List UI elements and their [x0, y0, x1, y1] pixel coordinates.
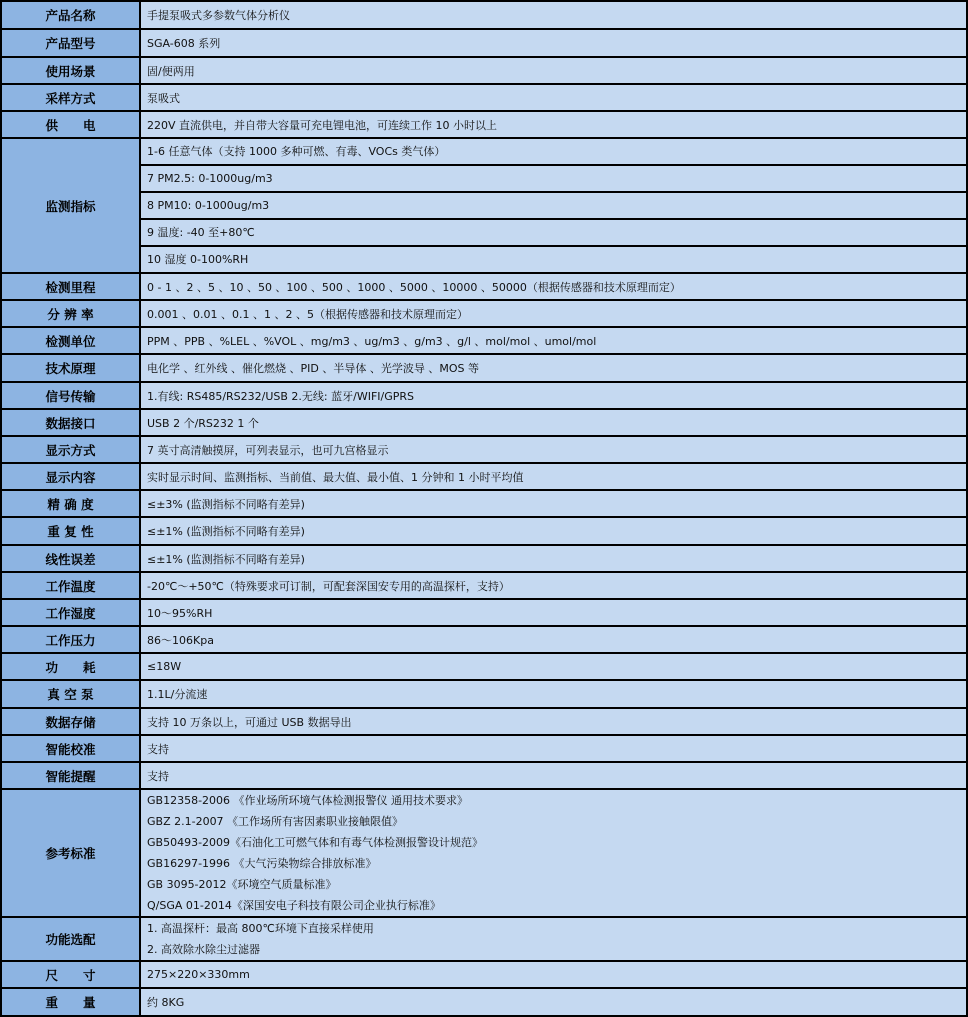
spec-value-line: ≤18W [147, 660, 182, 673]
spec-value [140, 138, 967, 273]
spec-label: 数据接口 [1, 409, 140, 436]
spec-value [140, 327, 967, 354]
spec-value [140, 57, 967, 84]
spec-label: 数据存储 [1, 708, 140, 735]
spec-label: 产品型号 [1, 29, 140, 57]
spec-row [1, 708, 967, 735]
spec-row [1, 273, 967, 300]
spec-value-line: 2. 高效除水除尘过滤器 [147, 943, 260, 956]
spec-label: 智能提醒 [1, 762, 140, 789]
spec-label: 重 复 性 [1, 517, 140, 545]
spec-label: 重 量 [1, 988, 140, 1016]
spec-row [1, 490, 967, 517]
spec-label: 显示内容 [1, 463, 140, 490]
spec-value [140, 29, 967, 57]
spec-value [140, 917, 967, 961]
spec-value [140, 84, 967, 111]
spec-value-line: 支持 [147, 742, 169, 756]
spec-value [140, 111, 967, 138]
spec-subvalue: 10 湿度 0-100%RH [141, 245, 966, 272]
spec-value [140, 436, 967, 463]
spec-value-line: 1.1L/分流速 [147, 688, 208, 701]
spec-value [140, 354, 967, 382]
spec-value [140, 382, 967, 409]
spec-value [140, 988, 967, 1016]
spec-label: 供 电 [1, 111, 140, 138]
spec-label: 智能校准 [1, 735, 140, 762]
spec-value-line: 86～106Kpa [147, 633, 214, 647]
spec-value [140, 599, 967, 626]
spec-row [1, 961, 967, 988]
spec-value-line: GB50493-2009《石油化工可燃气体和有毒气体检测报警设计规范》 [147, 836, 484, 849]
spec-value-line: 约 8KG [147, 996, 185, 1009]
spec-value [140, 572, 967, 599]
spec-subvalue: 1-6 任意气体（支持 1000 多种可燃、有毒、VOCs 类气体） [147, 145, 446, 158]
spec-label: 真 空 泵 [1, 680, 140, 708]
spec-value-line: 电化学 、红外线 、催化燃烧 、PID 、半导体 、光学波导 、MOS 等 [147, 362, 479, 375]
spec-row [1, 111, 967, 138]
spec-value-line: 0.001 、0.01 、0.1 、1 、2 、5（根据传感器和技术原理而定） [147, 307, 468, 321]
spec-row [1, 789, 967, 917]
spec-label: 分 辨 率 [1, 300, 140, 327]
spec-value-line: GBZ 2.1-2007 《工作场所有害因素职业接触限值》 [147, 815, 404, 828]
spec-value [140, 653, 967, 680]
spec-label: 产品名称 [1, 1, 140, 29]
spec-value-line: 泵吸式 [147, 91, 180, 105]
spec-value [140, 517, 967, 545]
spec-value [140, 626, 967, 653]
spec-row [1, 988, 967, 1016]
spec-value [140, 708, 967, 735]
spec-label: 采样方式 [1, 84, 140, 111]
spec-subvalue: 9 温度: -40 至+80℃ [141, 218, 966, 245]
spec-value-line: Q/SGA 01-2014《深国安电子科技有限公司企业执行标准》 [147, 899, 441, 912]
spec-row [1, 138, 967, 273]
spec-value [140, 300, 967, 327]
spec-row [1, 57, 967, 84]
spec-label: 尺 寸 [1, 961, 140, 988]
spec-row [1, 300, 967, 327]
spec-row [1, 382, 967, 409]
spec-value-line: GB16297-1996 《大气污染物综合排放标准》 [147, 857, 377, 870]
spec-value-line: SGA-608 系列 [147, 37, 221, 50]
spec-value-line: ≤±1% (监测指标不同略有差异) [147, 552, 305, 566]
spec-row [1, 680, 967, 708]
spec-row [1, 762, 967, 789]
spec-row [1, 545, 967, 572]
spec-value-line: 0 - 1 、2 、5 、10 、50 、100 、500 、1000 、5000 、10000 、50000（根据传感器和技术原理而定） [147, 280, 681, 294]
spec-row [1, 735, 967, 762]
spec-label: 监测指标 [1, 138, 140, 273]
spec-value-line: 固/便两用 [147, 64, 195, 78]
spec-subvalue: 8 PM10: 0-1000ug/m3 [141, 191, 966, 218]
spec-label: 工作温度 [1, 572, 140, 599]
spec-row [1, 436, 967, 463]
spec-label: 技术原理 [1, 354, 140, 382]
spec-row [1, 626, 967, 653]
spec-value [140, 1, 967, 29]
spec-value-line: 1.有线: RS485/RS232/USB 2.无线: 蓝牙/WIFI/GPRS [147, 389, 415, 403]
spec-label: 线性误差 [1, 545, 140, 572]
spec-row [1, 653, 967, 680]
spec-label: 使用场景 [1, 57, 140, 84]
spec-value [140, 680, 967, 708]
spec-value [140, 490, 967, 517]
spec-value-line: ≤±1% (监测指标不同略有差异) [147, 525, 305, 538]
spec-row [1, 409, 967, 436]
spec-value [140, 762, 967, 789]
spec-value-line: 7 英寸高清触摸屏，可列表显示，也可九宫格显示 [147, 443, 389, 457]
spec-row [1, 572, 967, 599]
spec-value [140, 545, 967, 572]
spec-row [1, 917, 967, 961]
spec-value-line: ≤±3% (监测指标不同略有差异) [147, 497, 305, 511]
spec-value-line: 手提泵吸式多参数气体分析仪 [147, 9, 290, 22]
spec-value-line: 275×220×330mm [147, 968, 250, 981]
spec-row [1, 354, 967, 382]
spec-label: 工作湿度 [1, 599, 140, 626]
spec-value-line: 实时显示时间、监测指标、当前值、最大值、最小值、1 分钟和 1 小时平均值 [147, 470, 524, 484]
spec-label: 检测单位 [1, 327, 140, 354]
spec-value-line: -20℃～+50℃（特殊要求可订制，可配套深国安专用的高温探杆，支持） [147, 579, 510, 593]
spec-row [1, 84, 967, 111]
spec-value-line: USB 2 个/RS232 1 个 [147, 416, 259, 430]
spec-value [140, 273, 967, 300]
spec-value [140, 789, 967, 917]
spec-label: 信号传输 [1, 382, 140, 409]
spec-label: 显示方式 [1, 436, 140, 463]
spec-label: 功能选配 [1, 917, 140, 961]
spec-value-line: 10～95%RH [147, 606, 213, 620]
spec-value [140, 961, 967, 988]
spec-row [1, 517, 967, 545]
spec-value [140, 463, 967, 490]
spec-label: 工作压力 [1, 626, 140, 653]
spec-value-line: GB 3095-2012《环境空气质量标准》 [147, 878, 337, 891]
spec-row [1, 1, 967, 29]
spec-subvalue: 7 PM2.5: 0-1000ug/m3 [141, 164, 966, 191]
spec-row [1, 327, 967, 354]
spec-label: 精 确 度 [1, 490, 140, 517]
spec-row [1, 463, 967, 490]
spec-value-line: 220V 直流供电，并自带大容量可充电锂电池，可连续工作 10 小时以上 [147, 118, 498, 132]
spec-label: 参考标准 [1, 789, 140, 917]
spec-row [1, 29, 967, 57]
spec-value-line: GB12358-2006 《作业场所环境气体检测报警仪 通用技术要求》 [147, 794, 469, 807]
spec-value-line: 1. 高温探杆：最高 800℃环境下直接采样使用 [147, 922, 374, 935]
spec-value-line: 支持 [147, 769, 169, 783]
spec-value-line: 支持 10 万条以上，可通过 USB 数据导出 [147, 715, 352, 729]
spec-label: 功 耗 [1, 653, 140, 680]
spec-row [1, 599, 967, 626]
spec-value [140, 409, 967, 436]
spec-value [140, 735, 967, 762]
spec-label: 检测里程 [1, 273, 140, 300]
spec-value-line: PPM 、PPB 、%LEL 、%VOL 、mg/m3 、ug/m3 、g/m3 、g/l 、mol/mol 、umol/mol [147, 334, 597, 348]
